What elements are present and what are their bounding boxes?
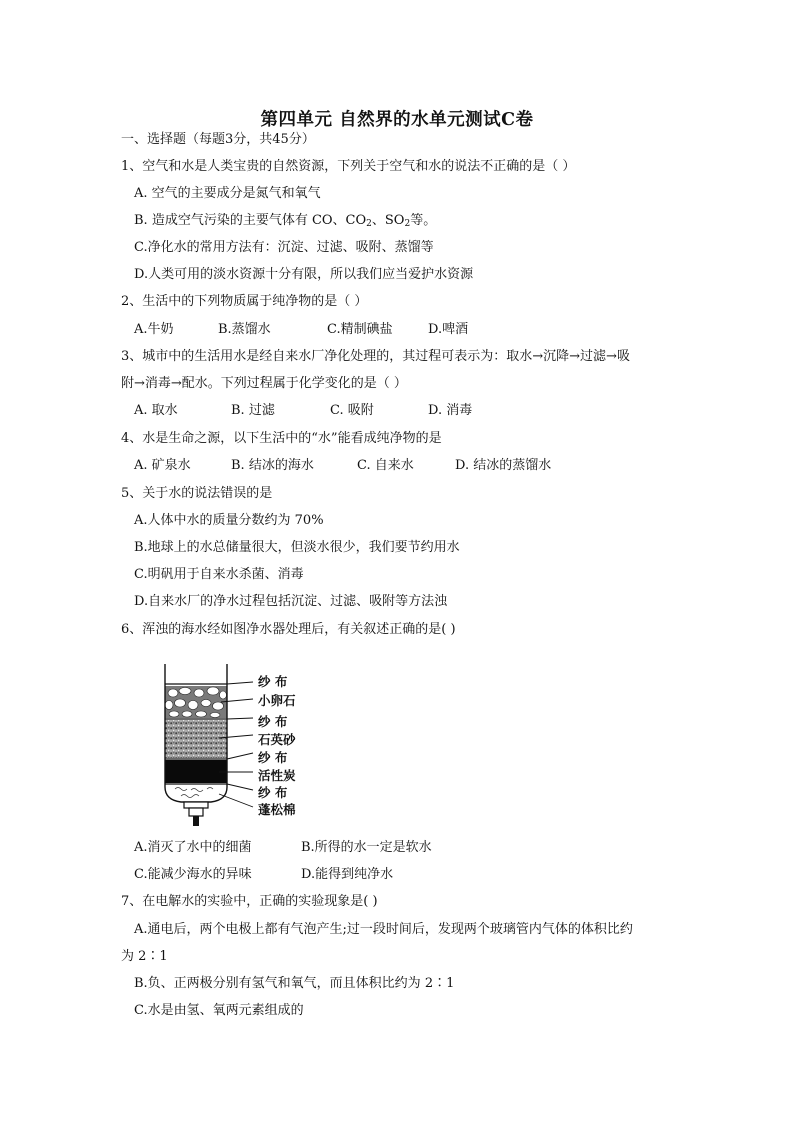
question-5-option-d: D.自来水厂的净水过程包括沉淀、过滤、吸附等方法浊 [134,594,448,609]
question-4-option-b: B. 结冰的海水 [231,458,314,473]
question-4-option-d: D. 结冰的蒸馏水 [455,458,552,473]
question-1-option-d: D.人类可用的淡水资源十分有限，所以我们应当爱护水资源 [134,267,474,282]
question-3-option-a: A. 取水 [134,403,178,418]
question-2-option-d: D.啤酒 [428,322,469,337]
question-4-option-c: C. 自来水 [357,458,414,473]
question-1-stem: 1、空气和水是人类宝贵的自然资源，下列关于空气和水的说法不正确的是（ ） [121,159,576,174]
question-2-option-c: C.精制碘盐 [327,322,393,337]
question-1-option-a: A. 空气的主要成分是氮气和氧气 [134,186,321,201]
diagram-label-gauze-4: 纱 布 [258,785,288,800]
diagram-label-activated-carbon: 活性炭 [258,768,296,783]
question-2-option-a: A.牛奶 [134,322,174,337]
question-5-option-c: C.明矾用于自来水杀菌、消毒 [134,567,304,582]
question-2-stem: 2、生活中的下列物质属于纯净物的是（ ） [121,294,368,309]
sand-layer [165,720,227,758]
question-3-stem-line1: 3、城市中的生活用水是经自来水厂净化处理的，其过程可表示为：取水→沉降→过滤→吸 [121,349,630,364]
water-purifier-diagram [155,662,265,830]
outlet-nozzle [184,802,208,826]
diagram-label-pebbles: 小卵石 [258,693,296,708]
question-7-option-a-line2: 为 2∶1 [121,949,168,964]
pebble-layer [165,686,227,718]
question-6-option-a: A.消灭了水中的细菌 [134,840,252,855]
activated-carbon-layer [165,760,227,783]
question-6-stem: 6、浑浊的海水经如图净水器处理后，有关叙述正确的是( ) [121,622,456,637]
question-4-stem: 4、水是生命之源，以下生活中的“水”能看成纯净物的是 [121,431,442,446]
question-3-option-b: B. 过滤 [231,403,275,418]
question-5-stem: 5、关于水的说法错误的是 [121,486,273,501]
question-7-option-a-line1: A.通电后，两个电极上都有气泡产生;过一段时间后，发现两个玻璃管内气体的体积比约 [134,922,633,937]
page-title: 第四单元 自然界的水单元测试C卷 [260,110,534,130]
question-3-option-c: C. 吸附 [330,403,374,418]
section-heading: 一、选择题（每题3分，共45分） [121,132,315,147]
question-7-option-b: B.负、正两极分别有氢气和氧气，而且体积比约为 2∶1 [134,976,455,991]
question-1-option-b: B. 造成空气污染的主要气体有 CO、$CO_2$、$SO_2$等。 [134,213,437,229]
question-3-option-d: D. 消毒 [428,403,473,418]
question-6-option-c: C.能减少海水的异味 [134,867,252,882]
question-2-option-b: B.蒸馏水 [218,322,271,337]
question-5-option-a: A.人体中水的质量分数约为 70% [134,513,324,528]
diagram-label-gauze-3: 纱 布 [258,750,288,765]
question-3-stem-line2: 附→消毒→配水。下列过程属于化学变化的是（ ） [121,376,407,391]
question-6-option-b: B.所得的水一定是软水 [301,840,432,855]
question-5-option-b: B.地球上的水总储量很大，但淡水很少，我们要节约用水 [134,540,460,555]
question-4-option-a: A. 矿泉水 [134,458,191,473]
question-6-option-d: D.能得到纯净水 [301,867,394,882]
diagram-label-gauze-2: 纱 布 [258,714,288,729]
question-7-option-c: C.水是由氢、氧两元素组成的 [134,1003,304,1018]
question-1-option-c: C.净化水的常用方法有：沉淀、过滤、吸附、蒸馏等 [134,240,434,255]
cotton-layer [165,785,227,801]
diagram-label-cotton: 蓬松棉 [258,802,296,817]
diagram-label-gauze-1: 纱 布 [258,674,288,689]
question-7-stem: 7、在电解水的实验中，正确的实验现象是( ) [121,894,378,909]
diagram-label-quartz-sand: 石英砂 [258,732,296,747]
